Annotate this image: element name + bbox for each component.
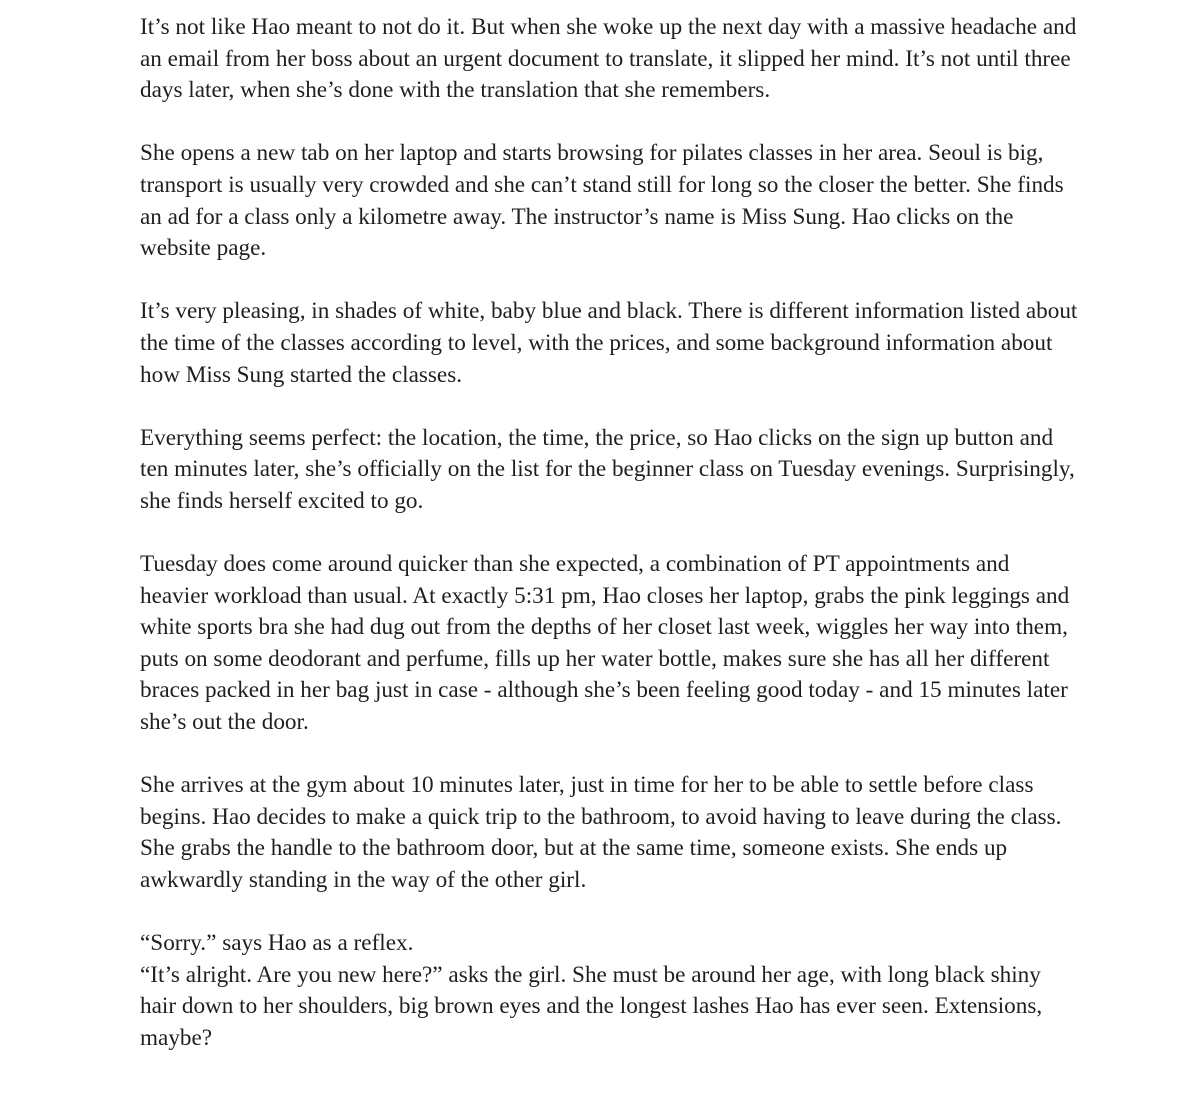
paragraph-1: It’s not like Hao meant to not do it. But when she woke up the next day with a massive headache and an email from her boss about an urgent document to translate, it slipped her mind. It’s not until three days later, when she’s done with the translation that she remembers. [140,14,1077,104]
story-text [140,12,1080,1055]
dialogue-line-1: “Sorry.” says Hao as a reflex. [140,930,414,957]
paragraph-5: Tuesday does come around quicker than she expected, a combination of PT appointments and heavier workload than usual. At exactly 5:31 pm, Hao closes her laptop, grabs the pink leggings and white sports bra she had dug out from the depths of her closet last week, wiggles her way into them, puts on some deodorant and perfume, fills up her water bottle, makes sure she has all her different braces packed in her bag just in case - although she’s been feeling good today - and 15 minutes later she’s out the door. [140,551,1070,736]
paragraph-4: Everything seems perfect: the location, the time, the price, so Hao clicks on the sign up button and ten minutes later, she’s officially on the list for the beginner class on Tuesday evenings. Surprisingly, she finds herself excited to go. [140,424,1075,514]
dialogue-line-2: “It’s alright. Are you new here?” asks the girl. She must be around her age, with long black shiny hair down to her shoulders, big brown eyes and the longest lashes Hao has ever seen. Extensions, maybe? [140,961,1043,1051]
paragraph-2: She opens a new tab on her laptop and starts browsing for pilates classes in her area. Seoul is big, transport is usually very crowded and she can’t stand still for long so the closer the better. She finds an ad for a class only a kilometre away. The instructor’s name is Miss Sung. Hao clicks on the website page. [140,140,1064,262]
paragraph-6: She arrives at the gym about 10 minutes later, just in time for her to be able to settle before class begins. Hao decides to make a quick trip to the bathroom, to avoid having to leave during the class. She grabs the handle to the bathroom door, but at the same time, someone exists. She ends up awkwardly standing in the way of the other girl. [140,772,1062,894]
paragraph-3: It’s very pleasing, in shades of white, baby blue and black. There is different information listed about the time of the classes according to level, with the prices, and some background information about how Miss Sung started the classes. [140,298,1078,388]
